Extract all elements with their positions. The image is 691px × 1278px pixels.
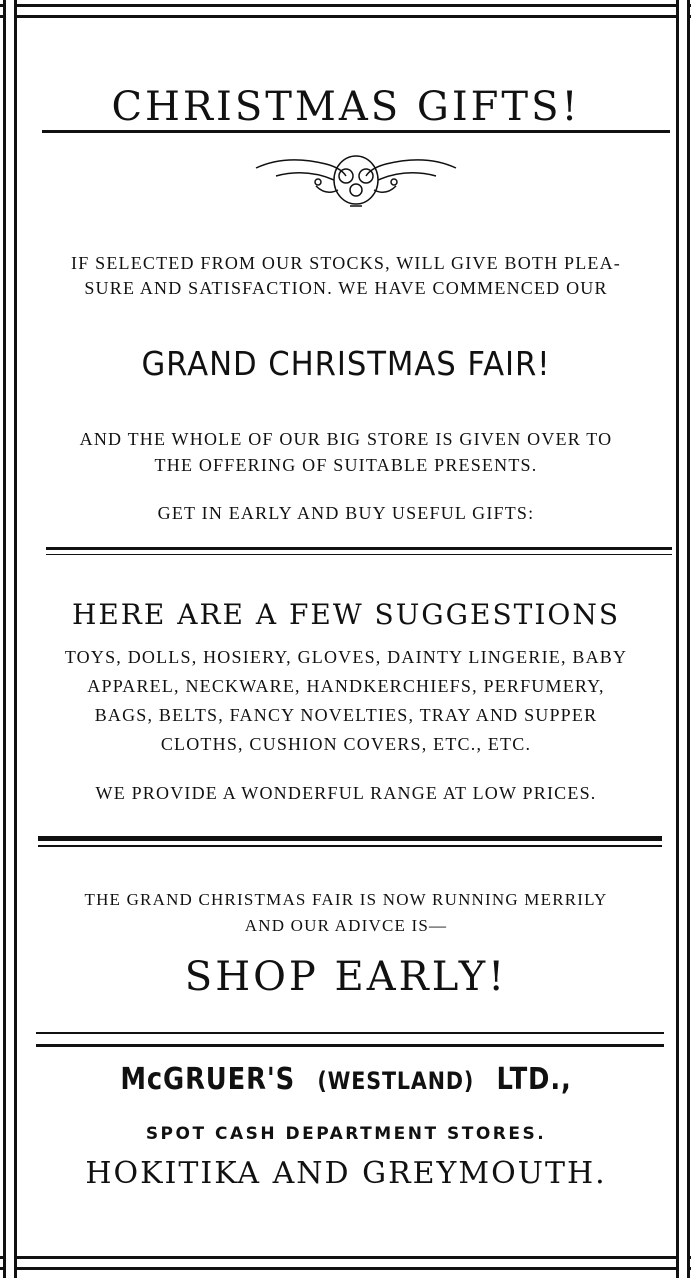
company-name-suffix: LTD., <box>496 1062 572 1097</box>
ornamental-border-bottom <box>0 1256 691 1270</box>
advertisement <box>22 26 670 1248</box>
suggestions-line-1: TOYS, DOLLS, HOSIERY, GLOVES, DAINTY LINGERIE, BABY <box>64 647 628 667</box>
running-line-1: THE GRAND CHRISTMAS FAIR IS NOW RUNNING MERRILY <box>84 890 608 909</box>
range-line: WE PROVIDE A WONDERFUL RANGE AT LOW PRICES. <box>95 783 597 803</box>
suggestions-line-3: BAGS, BELTS, FANCY NOVELTIES, TRAY AND SUPPER <box>94 705 598 725</box>
ornamental-border-left <box>3 0 17 1278</box>
suggestions-heading: HERE ARE A FEW SUGGESTIONS <box>71 598 621 631</box>
store-line-2: THE OFFERING OF SUITABLE PRESENTS. <box>154 455 538 475</box>
running-line-2: AND OUR ADIVCE IS— <box>244 916 448 935</box>
section-rule-2 <box>38 836 662 841</box>
ornamental-border-top <box>0 4 691 18</box>
intro-line-2: SURE AND SATISFACTION. WE HAVE COMMENCED OUR <box>84 278 608 298</box>
page-title: CHRISTMAS GIFTS! <box>111 84 581 130</box>
company-name-sub: (WESTLAND) <box>317 1067 475 1095</box>
fair-heading: GRAND CHRISTMAS FAIR! <box>141 344 551 383</box>
suggestions-line-4: CLOTHS, CUSHION COVERS, ETC., ETC. <box>160 734 532 754</box>
shop-early-heading: SHOP EARLY! <box>184 954 508 1000</box>
ornamental-border-right <box>676 0 690 1278</box>
intro-line-1: IF SELECTED FROM OUR STOCKS, WILL GIVE BOTH PLEA- <box>71 253 621 273</box>
section-rule-1b <box>46 554 672 555</box>
footer-rule-b <box>36 1044 664 1047</box>
suggestions-line-2: APPAREL, NECKWARE, HANDKERCHIEFS, PERFUMERY, <box>87 676 605 696</box>
stores-line: SPOT CASH DEPARTMENT STORES. <box>145 1124 547 1144</box>
towns-line: HOKITIKA AND GREYMOUTH. <box>85 1156 607 1191</box>
company-name-main: McGRUER'S <box>120 1062 296 1097</box>
company-name <box>67 1062 624 1097</box>
section-rule-1 <box>46 547 672 550</box>
footer-rule <box>36 1032 664 1034</box>
store-line-1: AND THE WHOLE OF OUR BIG STORE IS GIVEN OVER TO <box>79 429 613 449</box>
store-line-3: GET IN EARLY AND BUY USEFUL GIFTS: <box>157 503 535 523</box>
title-rule <box>42 130 670 133</box>
flourish-ornament-icon <box>246 146 466 212</box>
section-rule-2b <box>38 845 662 847</box>
